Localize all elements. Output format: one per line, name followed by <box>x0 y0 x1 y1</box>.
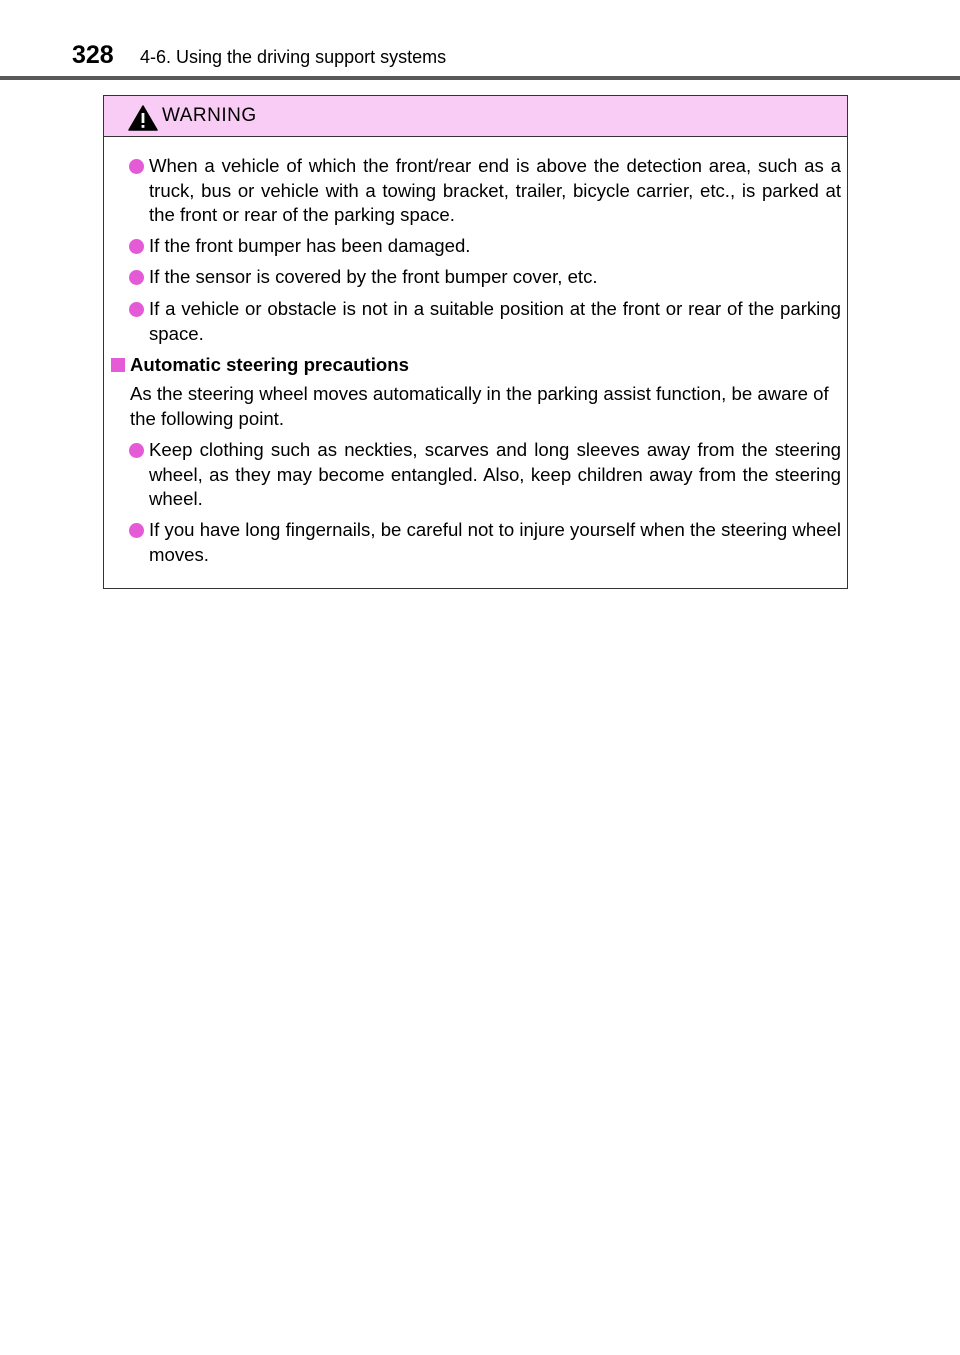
warning-triangle-icon <box>128 105 158 131</box>
list-item-text: If a vehicle or obstacle is not in a suitable position at the front or rear of the parking space. <box>149 298 841 344</box>
warning-header <box>104 96 847 137</box>
bullet-dot <box>129 523 144 538</box>
list-item-text: Keep clothing such as neckties, scarves and long sleeves away from the steering wheel, as they may become entangled. Also, keep children away from the steering wheel. <box>149 439 841 509</box>
bullet-dot <box>129 443 144 458</box>
subsection-title: Automatic steering precautions <box>130 354 409 375</box>
list-item-text: If the sensor is covered by the front bumper cover, etc. <box>149 266 598 287</box>
list-item-text: When a vehicle of which the front/rear end is above the detection area, such as a truck, bus or vehicle with a towing bracket, trailer, bicycle carrier, etc., is parked at the front or rear of the parking space. <box>149 155 841 225</box>
square-bullet <box>111 358 125 372</box>
list-item <box>129 297 841 346</box>
list-item <box>129 234 841 259</box>
subsection-heading <box>111 353 841 378</box>
bullet-dot <box>129 302 144 317</box>
list-item <box>129 154 841 228</box>
bullet-dot <box>129 159 144 174</box>
warning-title: WARNING <box>162 105 257 126</box>
bullet-dot <box>129 239 144 254</box>
list-item <box>129 518 841 567</box>
header-divider <box>0 76 960 80</box>
warning-box <box>103 95 848 589</box>
list-item-text: If the front bumper has been damaged. <box>149 235 471 256</box>
page-number: 328 <box>72 41 114 69</box>
bullet-dot <box>129 270 144 285</box>
list-item <box>129 438 841 512</box>
section-title: 4-6. Using the driving support systems <box>140 47 447 67</box>
subsection-intro: As the steering wheel moves automatically in the parking assist function, be aware of the following point. <box>130 383 829 429</box>
page-header <box>0 0 960 80</box>
list-item <box>129 265 841 290</box>
list-item-text: If you have long fingernails, be careful not to injure yourself when the steering wheel moves. <box>149 519 841 565</box>
